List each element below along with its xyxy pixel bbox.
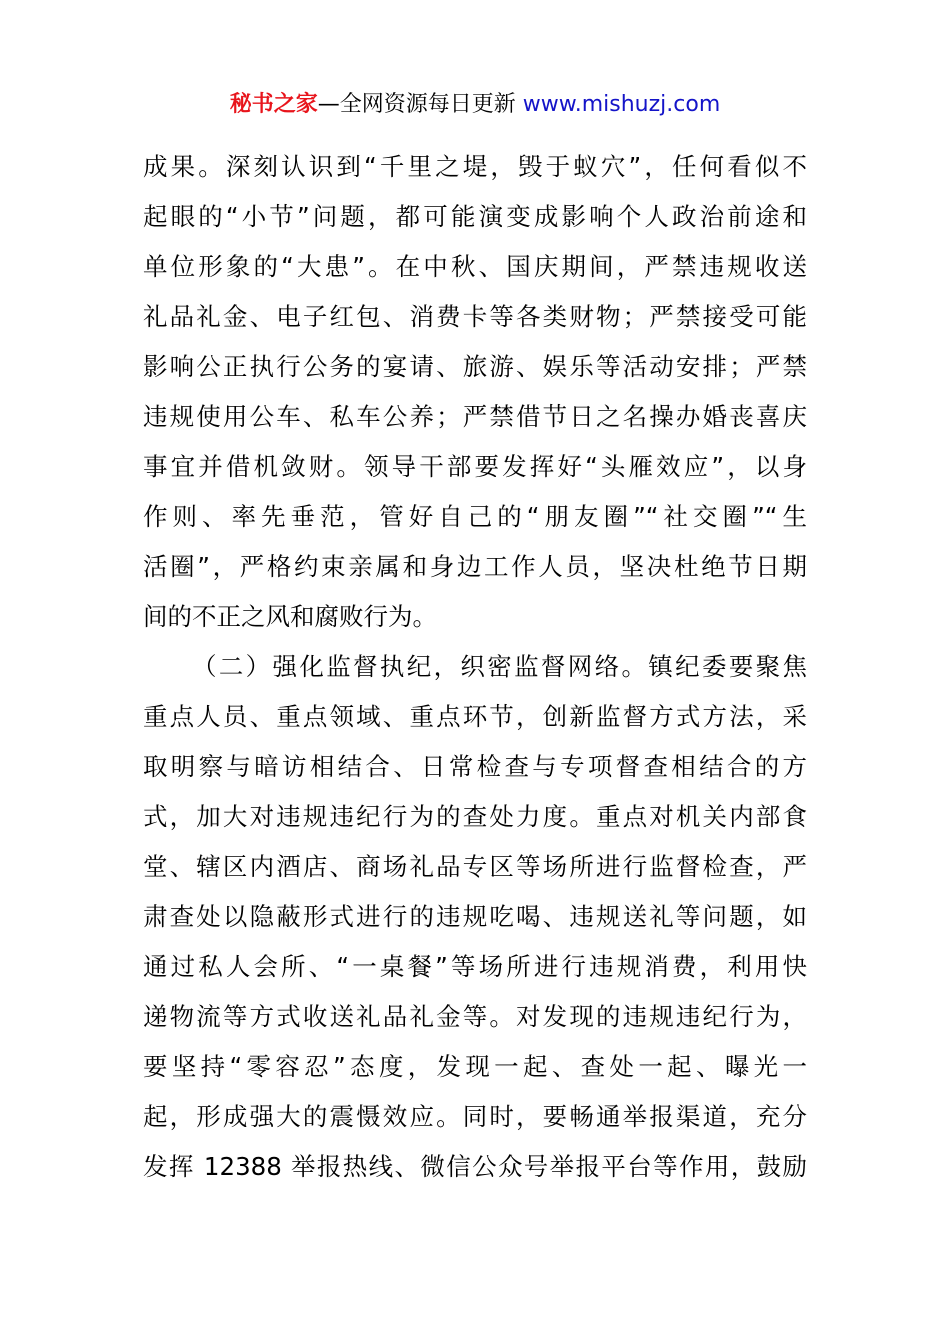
text-line: 影响公正执行公务的宴请、旅游、娱乐等活动安排；严禁 [143, 352, 807, 381]
text-line: 式，加大对违规违纪行为的查处力度。重点对机关内部食 [143, 802, 807, 831]
section-heading-line: （二）强化监督执纪，织密监督网络。镇纪委要聚焦 [192, 652, 807, 681]
site-tagline: —全网资源每日更新 [317, 92, 516, 117]
text-line: 事宜并借机敛财。领导干部要发挥好“头雁效应”，以身 [143, 452, 807, 481]
text-line: 礼品礼金、电子红包、消费卡等各类财物；严禁接受可能 [143, 302, 807, 331]
text-line: 通过私人会所、“一桌餐”等场所进行违规消费，利用快 [143, 952, 807, 981]
text-line: 要坚持“零容忍”态度，发现一起、查处一起、曝光一 [143, 1052, 807, 1081]
text-line: 作则、率先垂范，管好自己的“朋友圈”“社交圈”“生 [143, 502, 807, 531]
page-header [0, 88, 950, 122]
text-line: 发挥 12388 举报热线、微信公众号举报平台等作用，鼓励 [143, 1152, 807, 1181]
text-line: 起，形成强大的震慑效应。同时，要畅通举报渠道，充分 [143, 1102, 807, 1131]
text-line: 单位形象的“大患”。在中秋、国庆期间，严禁违规收送 [143, 252, 807, 281]
text-line: 间的不正之风和腐败行为。 [143, 602, 437, 631]
text-line: 活圈”，严格约束亲属和身边工作人员，坚决杜绝节日期 [143, 552, 807, 581]
text-line: 递物流等方式收送礼品礼金等。对发现的违规违纪行为， [143, 1002, 807, 1031]
text-line: 起眼的“小节”问题，都可能演变成影响个人政治前途和 [143, 202, 807, 231]
text-line: 违规使用公车、私车公养；严禁借节日之名操办婚丧喜庆 [143, 402, 807, 431]
text-line: 重点人员、重点领域、重点环节，创新监督方式方法，采 [143, 702, 807, 731]
text-line: 堂、辖区内酒店、商场礼品专区等场所进行监督检查，严 [143, 852, 807, 881]
site-brand: 秘书之家 [229, 92, 318, 117]
site-url-link[interactable]: www.mishuzj.com [522, 92, 721, 117]
text-line: 取明察与暗访相结合、日常检查与专项督查相结合的方 [143, 752, 807, 781]
text-line: 肃查处以隐蔽形式进行的违规吃喝、违规送礼等问题，如 [143, 902, 807, 931]
text-line: 成果。深刻认识到“千里之堤，毁于蚁穴”，任何看似不 [143, 152, 807, 181]
